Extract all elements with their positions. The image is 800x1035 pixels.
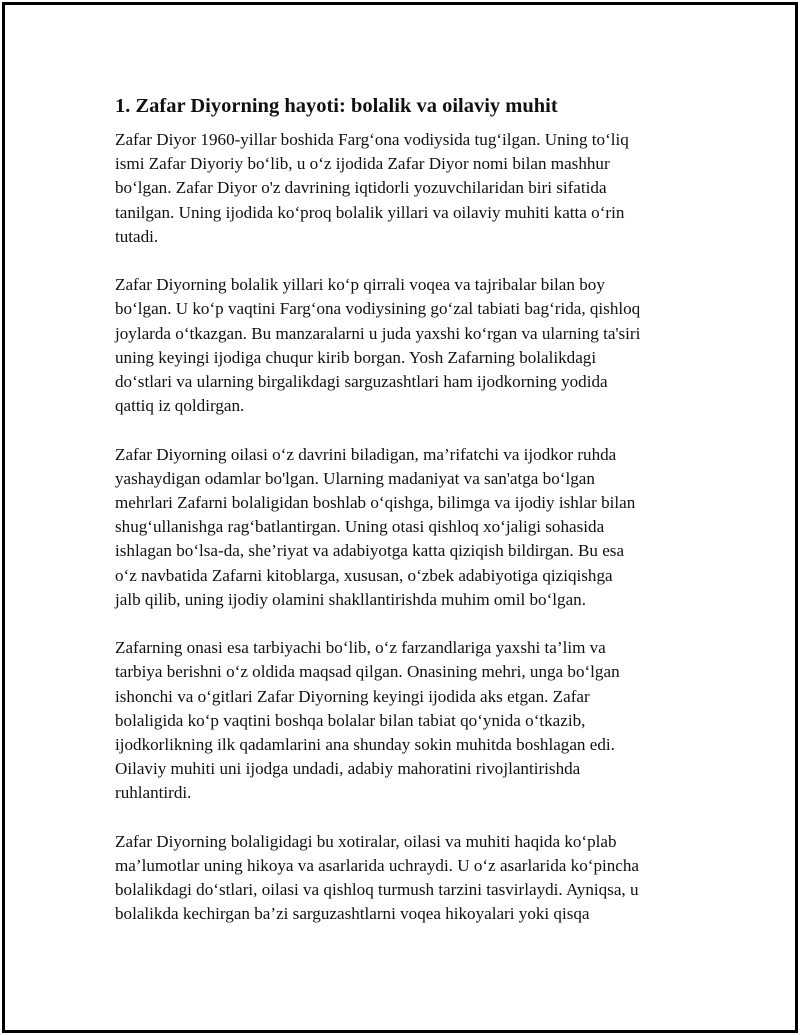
text-line: ishlagan bo‘lsa-da, she’riyat va adabiyotga katta qiziqish bildirgan. Bu esa: [115, 541, 625, 561]
text-line: yashaydigan odamlar bo'lgan. Ularning madaniyat va san'atga bo‘lgan: [115, 468, 595, 488]
text-line: Zafar Diyorning oilasi o‘z davrini biladigan, ma’rifatchi va ijodkor ruhda: [115, 444, 617, 464]
text-line: shug‘ullanishga rag‘batlantirgan. Uning otasi qishloq xo‘jaligi sohasida: [115, 517, 605, 537]
text-line: Zafar Diyorning bolalik yillari ko‘p qirrali voqea va tajribalar bilan boy: [115, 275, 605, 295]
paragraph-5: [115, 830, 695, 927]
text-line: tutadi.: [115, 226, 159, 246]
text-line: bolalikdagi do‘stlari, oilasi va qishloq turmush tarzini tasvirlaydi. Ayniqsa, u: [115, 880, 639, 900]
paragraph-3: [115, 443, 695, 612]
text-line: o‘z navbatida Zafarni kitoblarga, xususan, o‘zbek adabiyotiga qiziqishga: [115, 565, 613, 585]
text-line: bo‘lgan. Zafar Diyor o'z davrining iqtidorli yozuvchilaridan biri sifatida: [115, 178, 607, 198]
section-heading: 1. Zafar Diyorning hayoti: bolalik va oilaviy muhit: [115, 95, 558, 117]
text-line: Zafarning onasi esa tarbiyachi bo‘lib, o‘z farzandlariga yaxshi ta’lim va: [115, 638, 606, 658]
text-line: tanilgan. Uning ijodida ko‘proq bolalik yillari va oilaviy muhiti katta o‘rin: [115, 202, 625, 222]
text-line: ijodkorlikning ilk qadamlarini ana shunday sokin muhitda boshlagan edi.: [115, 735, 615, 755]
text-line: ismi Zafar Diyoriy bo‘lib, u o‘z ijodida Zafar Diyor nomi bilan mashhur: [115, 154, 610, 174]
text-line: bolalikda kechirgan ba’zi sarguzashtlarni voqea hikoyalari yoki qisqa: [115, 904, 590, 924]
text-line: Zafar Diyorning bolaligidagi bu xotiralar, oilasi va muhiti haqida ko‘plab: [115, 831, 617, 851]
text-line: jalb qilib, uning ijodiy olamini shakllantirishda muhim omil bo‘lgan.: [115, 589, 586, 609]
paragraph-4: [115, 636, 695, 805]
text-line: uning keyingi ijodiga chuqur kirib borgan. Yosh Zafarning bolalikdagi: [115, 347, 597, 367]
text-line: tarbiya berishni o‘z oldida maqsad qilgan. Onasining mehri, unga bo‘lgan: [115, 662, 620, 682]
text-line: ruhlantirdi.: [115, 783, 192, 803]
text-line: bolaligida ko‘p vaqtini boshqa bolalar bilan tabiat qo‘ynida o‘tkazib,: [115, 710, 586, 730]
text-line: joylarda o‘tkazgan. Bu manzaralarni u juda yaxshi ko‘rgan va ularning ta'siri: [115, 323, 641, 343]
paragraph-1: [115, 128, 695, 249]
text-line: Zafar Diyor 1960-yillar boshida Farg‘ona vodiysida tug‘ilgan. Uning to‘liq: [115, 130, 629, 149]
text-line: ishonchi va o‘gitlari Zafar Diyorning keyingi ijodida aks etgan. Zafar: [115, 686, 590, 706]
text-line: mehrlari Zafarni bolaligidan boshlab o‘qishga, bilimga va ijodiy ishlar bilan: [115, 493, 636, 513]
document-body: [115, 92, 695, 951]
text-line: Oilaviy muhiti uni ijodga undadi, adabiy mahoratini rivojlantirishda: [115, 759, 581, 779]
text-line: bo‘lgan. U ko‘p vaqtini Farg‘ona vodiysining go‘zal tabiati bag‘rida, qishloq: [115, 299, 641, 319]
text-line: qattiq iz qoldirgan.: [115, 396, 245, 416]
text-line: do‘stlari va ularning birgalikdagi sarguzashtlari ham ijodkorning yodida: [115, 372, 608, 392]
paragraph-2: [115, 273, 695, 418]
text-line: ma’lumotlar uning hikoya va asarlarida uchraydi. U o‘z asarlarida ko‘pincha: [115, 856, 640, 876]
